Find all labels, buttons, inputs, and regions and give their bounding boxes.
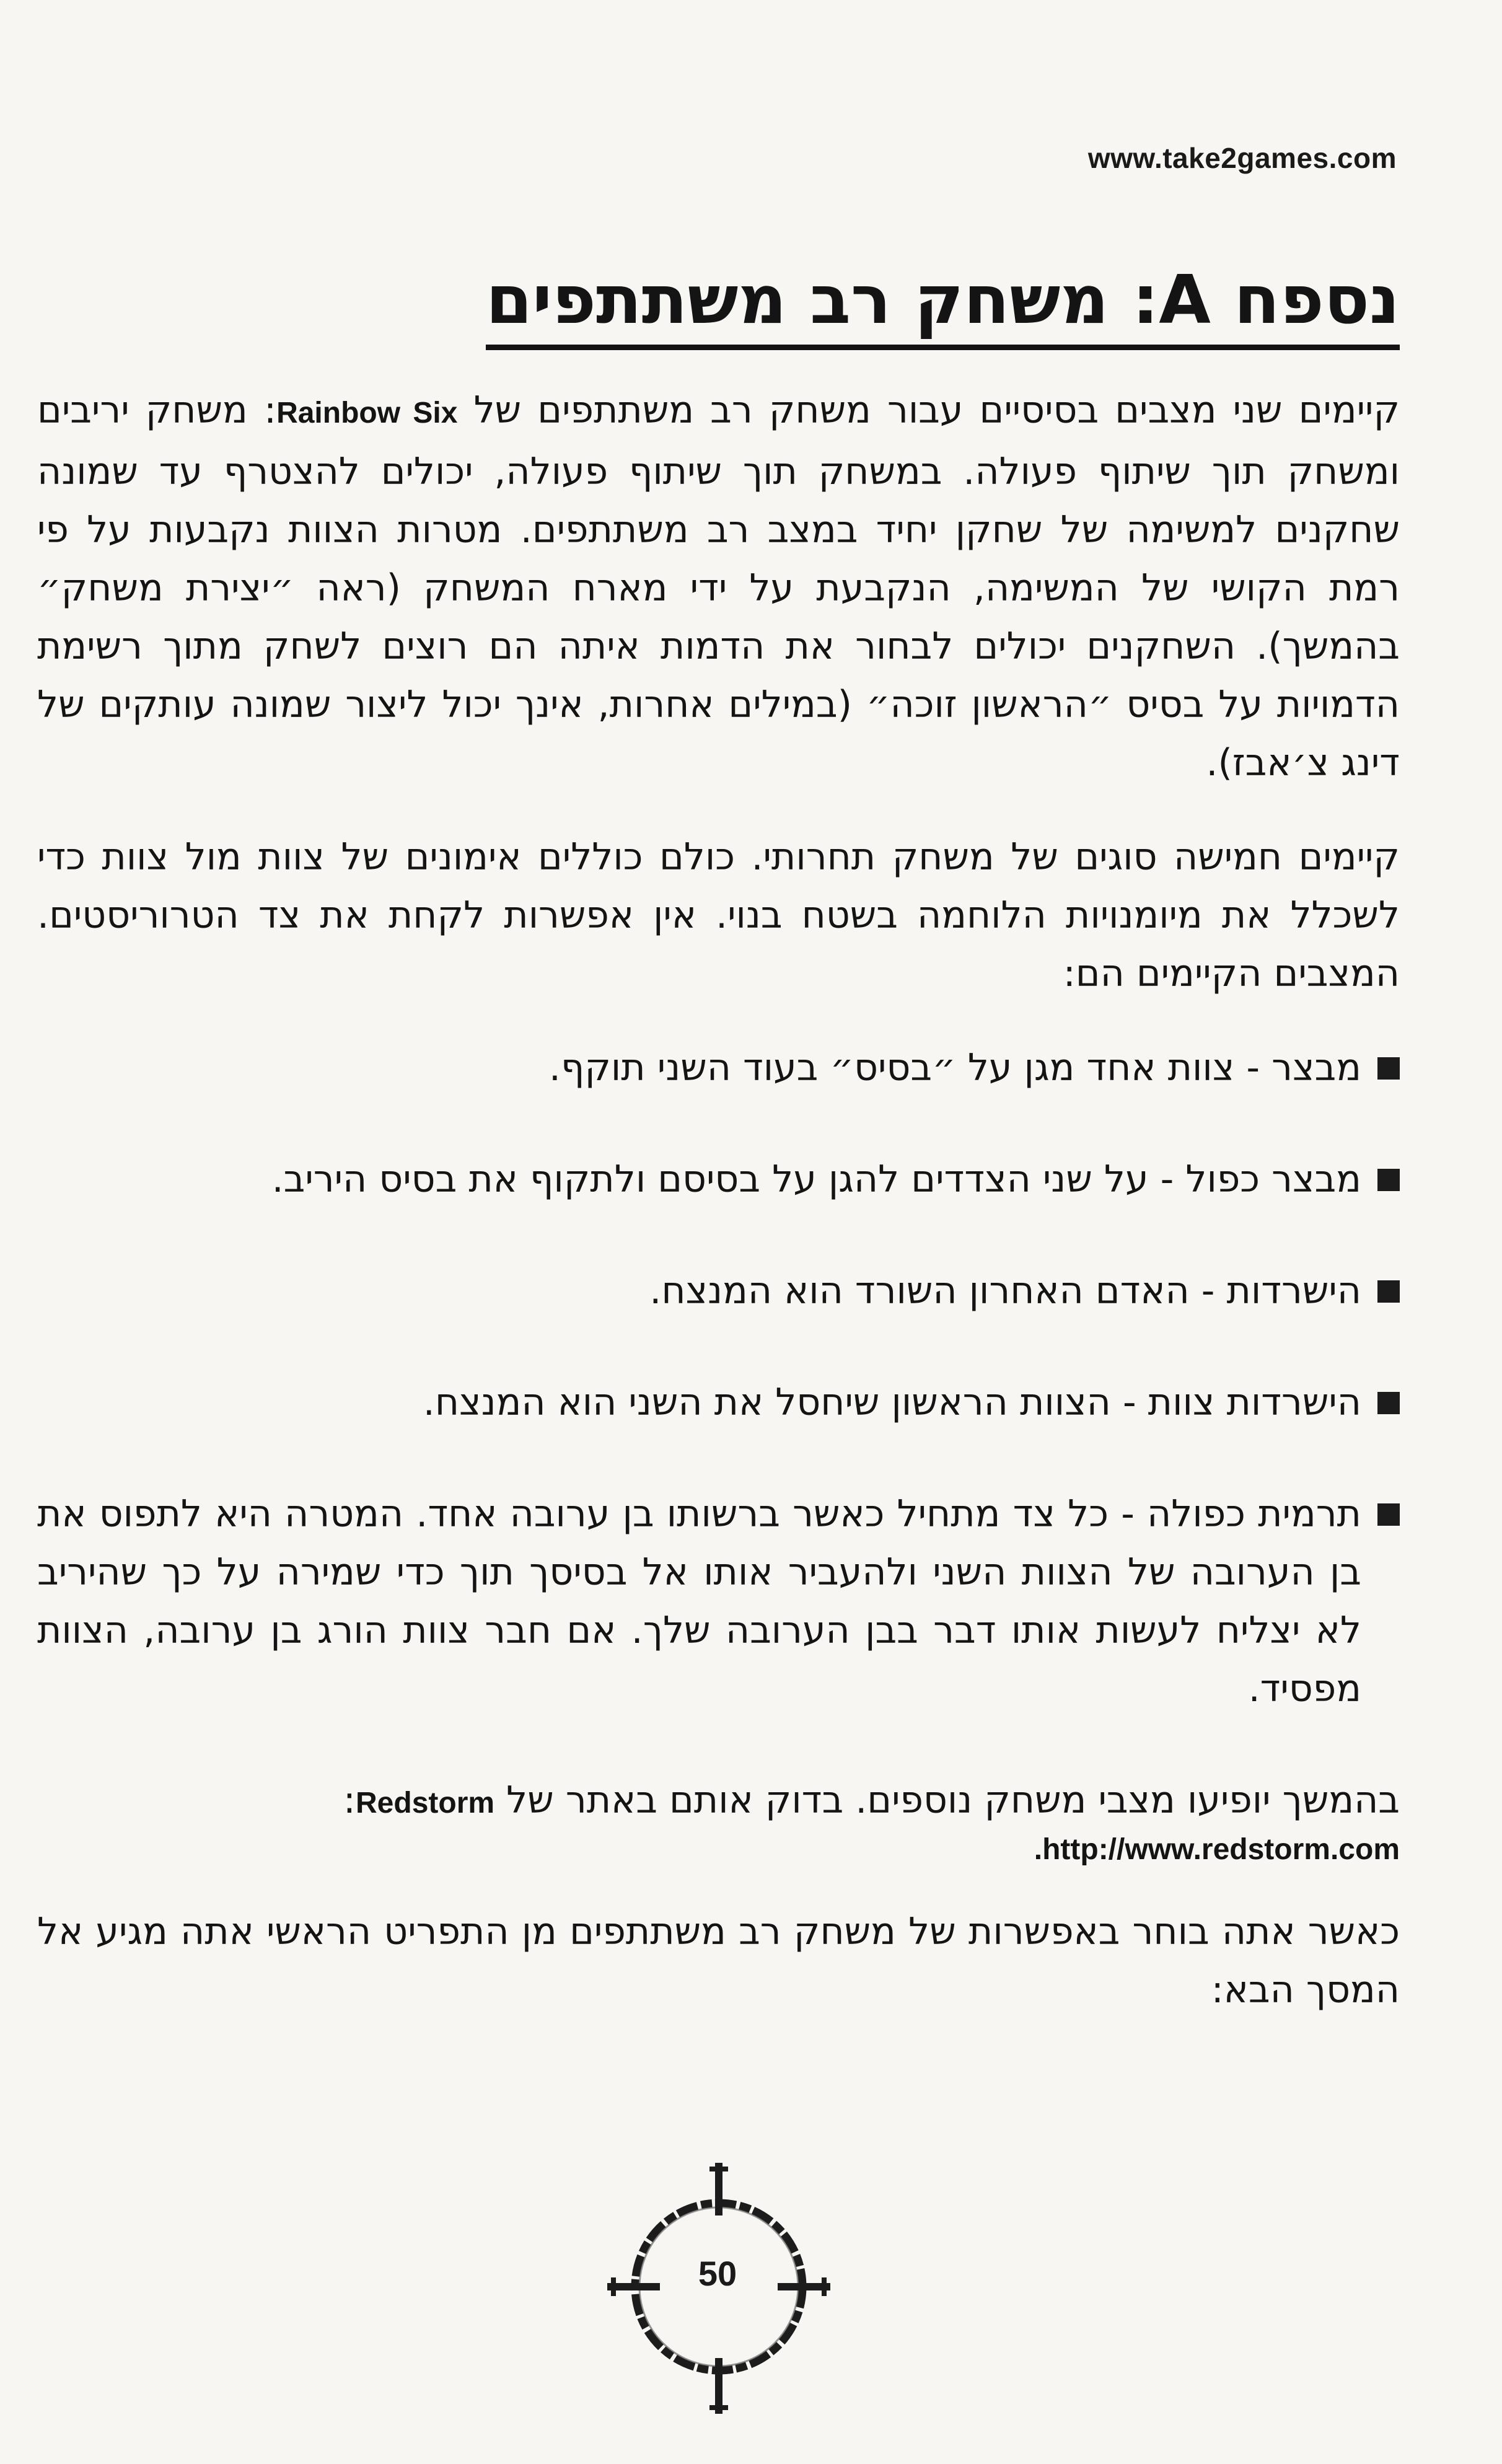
header-url: www.take2games.com <box>1087 142 1397 174</box>
mode-text: תרמית כפולה - כל צד מתחיל כאשר ברשותו בן ערובה אחד. המטרה היא לתפוס את בן הערובה של הצוות השני ולהעביר אותו אל בסיסך תוך כדי שמירה על כך שהיריב לא יצליח לעשות אותו דבר בבן הערובה שלך. אם חבר צוות הורג בן ערובה, הצוות מפסיד. <box>37 1492 1361 1710</box>
more-modes-paragraph <box>37 1771 1400 1833</box>
mode-text: מבצר - צוות אחד מגן על ״בסיס״ בעוד השני תוקף. <box>548 1046 1361 1089</box>
list-item <box>37 1373 1400 1432</box>
square-bullet-icon <box>1377 1280 1400 1303</box>
square-bullet-icon <box>1377 1169 1400 1191</box>
more-modes-before: בהמשך יופיעו מצבי משחק נוספים. בדוק אותם באתר של <box>506 1779 1400 1822</box>
competitive-paragraph: קיימים חמישה סוגים של משחק תחרותי. כולם כוללים אימונים של צוות מול צוות כדי לשכלל את מיומנויות הלוחמה בשטח בנוי. אין אפשרות לקחת את צד הטרוריסטים. המצבים הקיימים הם: <box>37 835 1400 995</box>
page-number: 50 <box>698 2254 737 2293</box>
more-modes-after: : <box>343 1779 356 1822</box>
page-content <box>37 260 1400 2055</box>
closing-paragraph: כאשר אתה בוחר באפשרות של משחק רב משתתפים מן התפריט הראשי אתה מגיע אל המסך הבא: <box>37 1910 1400 2012</box>
page-title-text: נספח A: משחק רב משתתפים <box>486 260 1400 350</box>
intro-after: : משחק יריבים ומשחק תוך שיתוף פעולה. במשחק תוך שיתוף פעולה, יכולים להצטרף עד שמונה שחקנים למשימה של שחקן יחיד במצב רב משתתפים. מטרות הצוות נקבעות על פי רמת הקושי של המשימה, הנקבעת על ידי מארח המשחק (ראה ״יצירת משחק״ בהמשך). השחקנים יכולים לבחור את הדמות איתה הם רוצים לשחק מתוך רשימת הדמויות על בסיס ״הראשון זוכה״ (במילים אחרות, אינך יכול ליצור שמונה עותקים של דינג צ׳אבז). <box>37 389 1400 785</box>
mode-text: מבצר כפול - על שני הצדדים להגן על בסיסם ולתקוף את בסיס היריב. <box>271 1158 1361 1201</box>
redstorm-name: Redstorm <box>356 1787 495 1819</box>
square-bullet-icon <box>1377 1057 1400 1080</box>
modes-list <box>37 1039 1400 1718</box>
page-title <box>37 260 1400 350</box>
intro-before: קיימים שני מצבים בסיסיים עבור משחק רב משתתפים של <box>473 389 1400 432</box>
intro-paragraph <box>37 381 1400 792</box>
mode-text: הישרדות צוות - הצוות הראשון שיחסל את השני הוא המנצח. <box>423 1381 1361 1424</box>
square-bullet-icon <box>1377 1503 1400 1526</box>
list-item <box>37 1262 1400 1320</box>
redstorm-url: .http://www.redstorm.com <box>1034 1833 1400 1866</box>
square-bullet-icon <box>1377 1392 1400 1414</box>
list-item <box>37 1039 1400 1097</box>
list-item <box>37 1485 1400 1718</box>
mode-text: הישרדות - האדם האחרון השורד הוא המנצח. <box>649 1269 1361 1313</box>
intro-game-name: Rainbow Six <box>276 397 458 429</box>
list-item <box>37 1150 1400 1208</box>
